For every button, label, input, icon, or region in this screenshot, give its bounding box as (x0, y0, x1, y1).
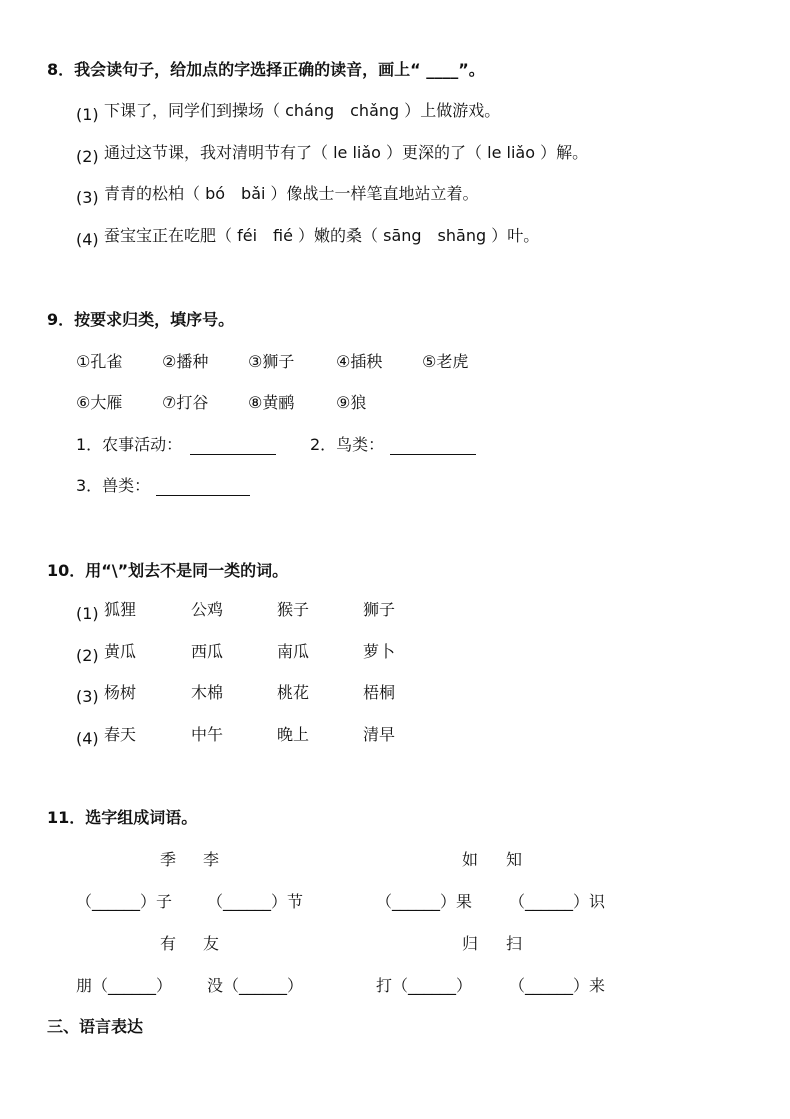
q11-char: 知 (506, 850, 523, 869)
q10-word: 猴子 (277, 600, 310, 619)
q10-word: 狐狸 (104, 600, 137, 619)
q10-word: 桃花 (277, 683, 310, 702)
q10-row-number: (4) (76, 729, 99, 748)
q9-option: ⑧黄鹂 (248, 393, 295, 412)
q8-item-number: (2) (76, 147, 99, 166)
q10-word: 中午 (191, 725, 224, 744)
q9-option: ③狮子 (248, 352, 295, 371)
q9-option: ④插秧 (336, 352, 383, 371)
q10-word: 公鸡 (191, 600, 224, 619)
q10-title: 10．用“\”划去不是同一类的词。 (47, 561, 289, 580)
q11-blank-word[interactable]: 打（______） (376, 976, 473, 995)
q8-item-text: 蚕宝宝正在吃肥（ féi fié ）嫩的桑（ sāng shāng ）叶。 (104, 226, 540, 245)
q11-char: 季 (160, 850, 177, 869)
q11-char: 李 (203, 850, 220, 869)
q10-word: 清早 (363, 725, 396, 744)
q11-char: 归 (462, 934, 479, 953)
answer-blank[interactable] (156, 481, 250, 496)
q10-word: 晚上 (277, 725, 310, 744)
q10-word: 杨树 (104, 683, 137, 702)
q9-option: ①孔雀 (76, 352, 123, 371)
q10-row-number: (2) (76, 646, 99, 665)
q8-item-number: (4) (76, 230, 99, 249)
q11-blank-word[interactable]: （______）果 (376, 892, 473, 911)
q9-category-farming: 1．农事活动： (76, 435, 183, 454)
q11-char: 有 (160, 934, 177, 953)
q11-blank-word[interactable]: （______）节 (207, 892, 304, 911)
q9-option: ⑦打谷 (162, 393, 209, 412)
q10-word: 西瓜 (191, 642, 224, 661)
q11-char: 如 (462, 850, 479, 869)
answer-blank[interactable] (390, 440, 476, 455)
answer-blank[interactable] (190, 440, 276, 455)
section-heading: 三、语言表达 (47, 1017, 144, 1036)
q8-item-text: 下课了，同学们到操场（ cháng chǎng ）上做游戏。 (104, 101, 501, 120)
q9-option: ⑤老虎 (422, 352, 469, 371)
q10-word: 萝卜 (363, 642, 396, 661)
q9-option: ②播种 (162, 352, 209, 371)
q10-word: 狮子 (363, 600, 396, 619)
q9-title: 9．按要求归类，填序号。 (47, 310, 235, 329)
q11-blank-word[interactable]: 朋（______） (76, 976, 173, 995)
q9-option: ⑨狼 (336, 393, 367, 412)
q9-option: ⑥大雁 (76, 393, 123, 412)
q8-item-text: 通过这节课，我对清明节有了（ le liǎo ）更深的了（ le liǎo ）解。 (104, 143, 589, 162)
q10-row-number: (3) (76, 687, 99, 706)
q11-char: 扫 (506, 934, 523, 953)
q11-blank-word[interactable]: （______）识 (509, 892, 606, 911)
q11-char: 友 (203, 934, 220, 953)
q9-category-beasts: 3．兽类： (76, 476, 151, 495)
q10-word: 黄瓜 (104, 642, 137, 661)
q10-row-number: (1) (76, 604, 99, 623)
q8-item-text: 青青的松柏（ bó bǎi ）像战士一样笔直地站立着。 (104, 184, 479, 203)
q8-title: 8．我会读句子，给加点的字选择正确的读音，画上“ ____”。 (47, 60, 485, 79)
q8-item-number: (1) (76, 105, 99, 124)
q11-blank-word[interactable]: 没（______） (207, 976, 304, 995)
q10-word: 春天 (104, 725, 137, 744)
q8-item-number: (3) (76, 188, 99, 207)
q11-blank-word[interactable]: （______）来 (509, 976, 606, 995)
q11-title: 11．选字组成词语。 (47, 808, 198, 827)
q11-blank-word[interactable]: （______）子 (76, 892, 173, 911)
q10-word: 梧桐 (363, 683, 396, 702)
q10-word: 木棉 (191, 683, 224, 702)
q10-word: 南瓜 (277, 642, 310, 661)
q9-category-birds: 2．鸟类： (310, 435, 385, 454)
